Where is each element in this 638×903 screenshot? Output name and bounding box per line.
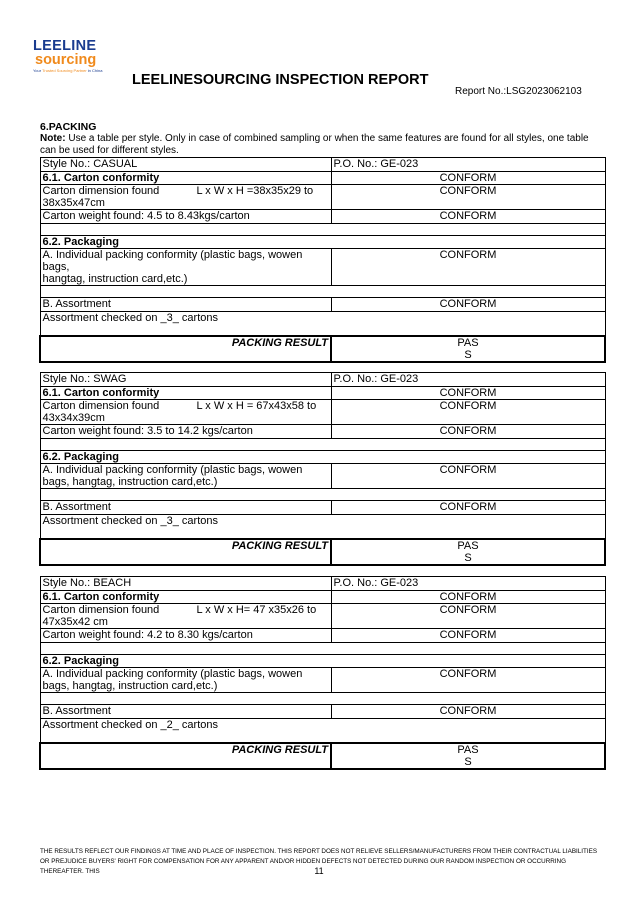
note-label: Note: [40,133,66,144]
assortment-result: CONFORM [331,501,605,515]
carton-weight: Carton weight found: 4.5 to 8.43kgs/carton [40,210,331,224]
carton-dimension-result: CONFORM [331,400,605,425]
carton-dimension-result: CONFORM [331,185,605,210]
packing-table-beach [39,576,606,770]
spacer-row [40,286,605,298]
packaging-label: 6.2. Packaging [40,451,605,464]
carton-dimension-cell [40,604,331,629]
spacer-row [40,224,605,236]
spacer-row [40,489,605,501]
logo-line-2: sourcing [35,52,97,68]
packing-result-label: PACKING RESULT [40,336,331,362]
report-number: Report No.:LSG2023062103 [455,86,582,97]
packing-result-value: PAS S [331,539,605,565]
carton-weight: Carton weight found: 4.2 to 8.30 kgs/carton [40,629,331,643]
assortment-label: B. Assortment [40,298,331,312]
carton-weight-result: CONFORM [331,210,605,224]
assortment-label: B. Assortment [40,705,331,719]
carton-conformity-label: 6.1. Carton conformity [40,387,331,400]
carton-dimension-formula: L x W x H= 47 x35x26 to [196,604,317,616]
report-title: LEELINESOURCING INSPECTION REPORT [132,72,429,88]
carton-conformity-result: CONFORM [331,591,605,604]
assortment-checked: Assortment checked on _2_ cartons [40,719,605,743]
assortment-result: CONFORM [331,705,605,719]
assortment-label: B. Assortment [40,501,331,515]
spacer-row [40,439,605,451]
po-no: P.O. No.: GE-023 [331,158,605,172]
individual-packing: A. Individual packing conformity (plastic bags, wowen bags, hangtag, instruction card,etc.) [40,668,331,693]
footer-disclaimer: THE RESULTS REFLECT OUR FINDINGS AT TIME AND PLACE OF INSPECTION. THIS REPORT DOES NOT RELIEVE SELLERS/MANUFACTURERS FROM THEIR CONTRACTUAL LIABILITIES OR PREJUDICE BUYERS' RIGHT FOR COMPENSATION FOR ANY APPARENT AND/OR HIDDEN DEFECTS NOT DETECTED DURING OUR RANDOM INSPECTION OR OCCURRING THEREAFTER. THIS [40,848,598,875]
po-no: P.O. No.: GE-023 [331,373,605,387]
carton-weight-result: CONFORM [331,629,605,643]
packing-result-label: PACKING RESULT [40,743,331,769]
carton-dimension-continued: 38x35x47cm [42,197,105,209]
carton-dimension-continued: 43x34x39cm [42,412,105,424]
individual-packing-result: CONFORM [331,668,605,693]
assortment-checked: Assortment checked on _3_ cartons [40,515,605,539]
style-no: Style No.: BEACH [40,577,331,591]
carton-dimension-label: Carton dimension found [42,185,160,197]
style-no: Style No.: SWAG [40,373,331,387]
individual-packing: A. Individual packing conformity (plastic bags, wowen bags, hangtag, instruction card,etc.) [40,249,331,286]
individual-packing: A. Individual packing conformity (plastic bags, wowen bags, hangtag, instruction card,etc.) [40,464,331,489]
logo-tagline: Your Trusted Sourcing Partner in China [33,68,103,73]
po-no: P.O. No.: GE-023 [331,577,605,591]
logo-line-1: LEELINE [33,38,97,54]
packing-table-swag [39,372,606,566]
spacer-row [40,643,605,655]
carton-dimension-continued: 47x35x42 cm [42,616,108,628]
carton-conformity-result: CONFORM [331,172,605,185]
carton-weight: Carton weight found: 3.5 to 14.2 kgs/carton [40,425,331,439]
packaging-label: 6.2. Packaging [40,236,605,249]
packing-table-casual [39,157,606,363]
carton-dimension-cell [40,400,331,425]
assortment-checked: Assortment checked on _3_ cartons [40,312,605,336]
style-no: Style No.: CASUAL [40,158,331,172]
carton-weight-result: CONFORM [331,425,605,439]
carton-dimension-formula: L x W x H =38x35x29 to [196,185,314,197]
packing-result-value: PAS S [331,336,605,362]
carton-dimension-label: Carton dimension found [42,400,160,412]
note-text: Use a table per style. Only in case of combined sampling or when the same features are found for all styles, one table can be used for different styles. [40,133,589,156]
individual-packing-result: CONFORM [331,249,605,286]
carton-conformity-result: CONFORM [331,387,605,400]
carton-dimension-formula: L x W x H = 67x43x58 to [196,400,317,412]
carton-conformity-label: 6.1. Carton conformity [40,591,331,604]
carton-dimension-result: CONFORM [331,604,605,629]
section-note [40,133,605,156]
spacer-row [40,693,605,705]
packaging-label: 6.2. Packaging [40,655,605,668]
carton-conformity-label: 6.1. Carton conformity [40,172,331,185]
packing-result-value: PAS S [331,743,605,769]
company-logo [33,40,103,73]
page-number: 11 [314,866,324,876]
packing-result-label: PACKING RESULT [40,539,331,565]
carton-dimension-cell [40,185,331,210]
assortment-result: CONFORM [331,298,605,312]
section-title: 6.PACKING [40,121,97,133]
carton-dimension-label: Carton dimension found [42,604,160,616]
individual-packing-result: CONFORM [331,464,605,489]
